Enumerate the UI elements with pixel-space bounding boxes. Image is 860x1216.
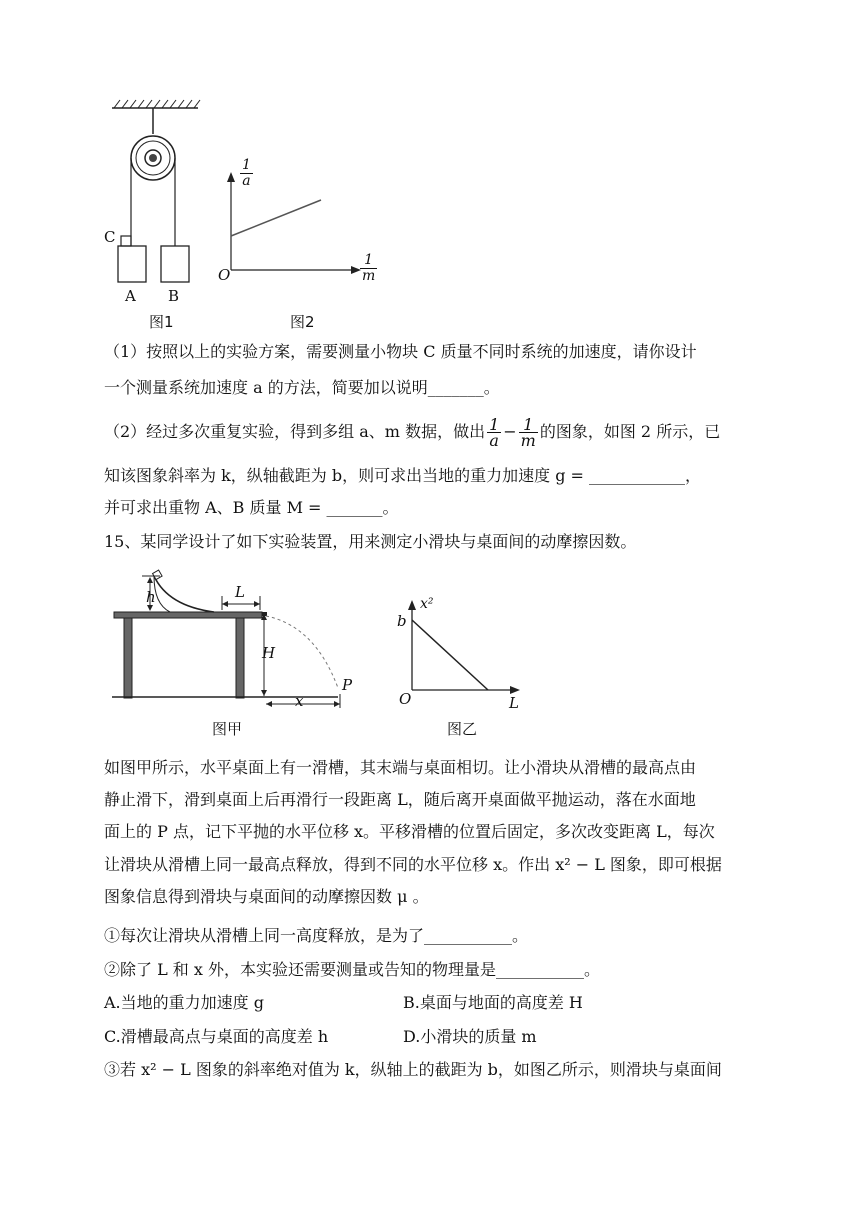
question-2-line-1: （2）经过多次重复实验，得到多组 a、m 数据，做出 $\frac{1}{a}$ − $\frac{1}{m}$ 的图象，如图 2 所示，已 bbox=[104, 415, 721, 450]
sub-question-2: ②除了 L 和 x 外，本实验还需要测量或告知的物理量是___________。 bbox=[104, 960, 600, 979]
figure-1-caption: 图1 bbox=[149, 313, 174, 331]
sub-question-3: ③若 x² − L 图象的斜率绝对值为 k，纵轴上的截距为 b，如图乙所示，则滑块与桌面间 bbox=[104, 1060, 722, 1079]
paragraph-line-1: 如图甲所示，水平桌面上有一滑槽，其末端与桌面相切。让小滑块从滑槽的最高点由 bbox=[104, 758, 697, 777]
question-1-line-1: （1）按照以上的实验方案，需要测量小物块 C 质量不同时系统的加速度，请你设计 bbox=[104, 342, 697, 361]
label-a: A bbox=[125, 287, 136, 305]
origin-label: O bbox=[218, 266, 231, 284]
figure-yi-graph bbox=[400, 596, 525, 696]
sub-question-1: ①每次让滑块从滑槽上同一高度释放，是为了___________。 bbox=[104, 926, 529, 945]
label-b: B bbox=[168, 287, 180, 305]
x-axis-label: $\frac{1}{m}$ bbox=[362, 252, 376, 284]
origin-label-O: O bbox=[399, 690, 412, 708]
paragraph-line-2: 静止滑下，滑到桌面上后再滑行一段距离 L，随后离开桌面做平抛运动，落在水面地 bbox=[104, 790, 696, 809]
intercept-label-b: b bbox=[397, 612, 407, 630]
paragraph-line-4: 让滑块从滑槽上同一最高点释放，得到不同的水平位移 x。作出 x² − L 图象，即可根据 bbox=[104, 855, 722, 874]
y-axis-label: $\frac{1}{a}$ bbox=[242, 157, 251, 189]
figure-yi-caption: 图乙 bbox=[447, 720, 478, 738]
question-2-line-2: 知该图象斜率为 k，纵轴截距为 b，则可求出当地的重力加速度 g = ____________， bbox=[104, 466, 702, 485]
question-15-title: 15、某同学设计了如下实验装置，用来测定小滑块与桌面间的动摩擦因数。 bbox=[104, 532, 637, 551]
label-H: H bbox=[262, 644, 276, 662]
label-P: P bbox=[342, 676, 353, 694]
fraction-1-over-m: $\frac{1}{m}$ bbox=[520, 415, 536, 450]
option-a: A.当地的重力加速度 g bbox=[104, 993, 264, 1012]
x-axis-label-L: L bbox=[509, 694, 519, 712]
y-axis-label-x-squared: x² bbox=[420, 596, 434, 612]
option-b: B.桌面与地面的高度差 H bbox=[403, 993, 583, 1012]
question-2-line-3: 并可求出重物 A、B 质量 M = _______。 bbox=[104, 498, 399, 517]
figure-2-graph bbox=[215, 157, 365, 280]
paragraph-line-3: 面上的 P 点，记下平抛的水平位移 x。平移滑槽的位置后固定，多次改变距离 L，每次 bbox=[104, 822, 715, 841]
label-x: x bbox=[295, 692, 304, 710]
label-h: h bbox=[146, 588, 156, 606]
question-1-line-2: 一个测量系统加速度 a 的方法，简要加以说明_______。 bbox=[104, 378, 500, 397]
fraction-1-over-a: $\frac{1}{a}$ bbox=[489, 415, 500, 450]
figure-1-pulley bbox=[100, 96, 210, 306]
label-c: C bbox=[104, 228, 116, 246]
option-c: C.滑槽最高点与桌面的高度差 h bbox=[104, 1027, 329, 1046]
option-d: D.小滑块的质量 m bbox=[403, 1027, 537, 1046]
figure-jia-caption: 图甲 bbox=[212, 720, 243, 738]
figure-2-caption: 图2 bbox=[290, 313, 315, 331]
label-L: L bbox=[235, 583, 245, 601]
paragraph-line-5: 图象信息得到滑块与桌面间的动摩擦因数 μ 。 bbox=[104, 887, 429, 906]
